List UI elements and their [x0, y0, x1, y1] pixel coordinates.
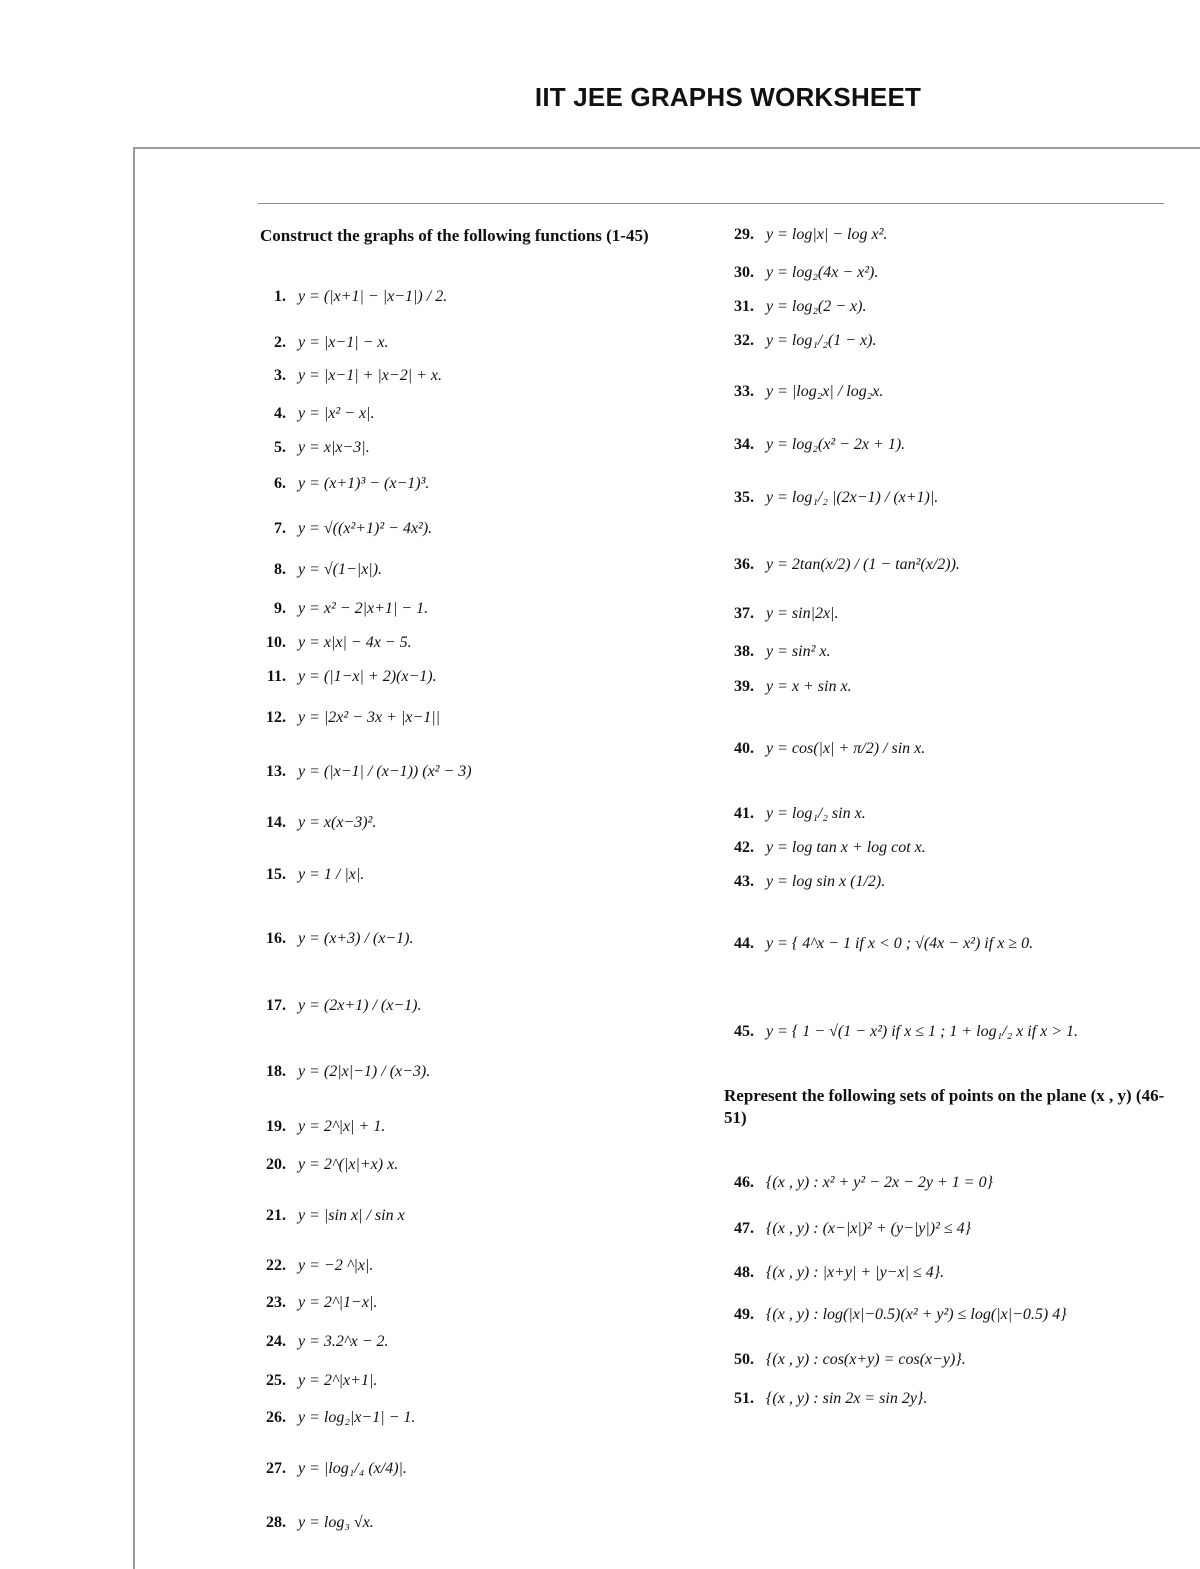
problem-number: 47. [734, 1220, 754, 1237]
problem-item [716, 556, 960, 574]
problem-expression: y = cos(|x| + π/2) / sin x. [766, 740, 926, 757]
problem-expression: y = √(1−|x|). [298, 561, 383, 578]
problem-expression: y = { 1 − √(1 − x²) if x ≤ 1 ; 1 + log₁/₂ x if x > 1. [766, 1023, 1079, 1040]
problem-number: 51. [734, 1390, 754, 1407]
problem-item [248, 866, 364, 884]
problem-item [248, 367, 442, 385]
problem-item [248, 1514, 374, 1532]
problem-number: 31. [734, 298, 754, 315]
problem-expression: y = |log₂x| / log₂x. [766, 383, 884, 400]
problem-expression: y = |x−1| + |x−2| + x. [298, 367, 442, 384]
problem-number: 1. [274, 288, 286, 305]
problem-expression: y = (x+3) / (x−1). [298, 930, 414, 947]
problem-number: 10. [266, 634, 286, 651]
problem-item [716, 436, 905, 454]
problem-item [716, 1220, 971, 1238]
problem-item [248, 1118, 385, 1136]
problem-number: 40. [734, 740, 754, 757]
problem-expression: y = 2^|x| + 1. [298, 1118, 386, 1135]
section-heading-sets: Represent the following sets of points on the plane (x , y) (46-51) [724, 1086, 1165, 1127]
problem-number: 5. [274, 439, 286, 456]
problem-expression: y = (x+1)³ − (x−1)³. [298, 475, 430, 492]
problem-number: 27. [266, 1460, 286, 1477]
problem-item [248, 439, 370, 457]
problem-expression: y = |2x² − 3x + |x−1|| [298, 709, 440, 726]
problem-number: 12. [266, 709, 286, 726]
problem-expression: y = 3.2^x − 2. [298, 1333, 389, 1350]
problem-expression: y = (|x−1| / (x−1)) (x² − 3) [298, 763, 472, 780]
problem-expression: y = { 4^x − 1 if x < 0 ; √(4x − x²) if x ≥ 0. [766, 935, 1034, 952]
problem-number: 7. [274, 520, 286, 537]
problem-item [716, 678, 852, 696]
problem-number: 28. [266, 1514, 286, 1531]
problem-number: 29. [734, 226, 754, 243]
problem-item [248, 1207, 405, 1225]
problem-number: 19. [266, 1118, 286, 1135]
problem-number: 30. [734, 264, 754, 281]
problem-item [248, 1294, 377, 1312]
problem-item [248, 475, 429, 493]
problem-item [716, 298, 866, 316]
problem-number: 38. [734, 643, 754, 660]
problem-item [248, 288, 447, 306]
problem-item [716, 332, 876, 350]
problem-item [716, 873, 885, 891]
problem-item [248, 561, 382, 579]
problem-expression: y = |log₁/₄ (x/4)|. [298, 1460, 407, 1477]
problem-expression: y = log₁/₂ |(2x−1) / (x+1)|. [766, 489, 939, 506]
problem-item [248, 709, 440, 727]
problem-number: 18. [266, 1063, 286, 1080]
problem-number: 43. [734, 873, 754, 890]
problem-expression: y = log sin x (1/2). [766, 873, 886, 890]
problem-expression: y = |sin x| / sin x [298, 1207, 405, 1224]
problem-expression: y = 2^|1−x|. [298, 1294, 378, 1311]
problem-expression: y = sin² x. [766, 643, 831, 660]
problem-expression: y = |x² − x|. [298, 405, 375, 422]
problem-item [716, 740, 925, 758]
problem-number: 21. [266, 1207, 286, 1224]
problem-item [716, 1351, 966, 1369]
problem-number: 8. [274, 561, 286, 578]
problem-item [716, 264, 878, 282]
problem-item [248, 405, 375, 423]
problem-item [716, 1264, 944, 1282]
problem-item [248, 763, 472, 781]
problem-number: 37. [734, 605, 754, 622]
problem-item [248, 1156, 398, 1174]
problem-expression: y = log₃ √x. [298, 1514, 374, 1531]
problem-number: 49. [734, 1306, 754, 1323]
problem-item [248, 1063, 430, 1081]
problem-number: 16. [266, 930, 286, 947]
problem-item [248, 1409, 415, 1427]
problem-item [716, 605, 838, 623]
page-title: IIT JEE GRAPHS WORKSHEET [534, 82, 922, 112]
problem-expression: y = |x−1| − x. [298, 334, 389, 351]
problem-number: 42. [734, 839, 754, 856]
problem-item [248, 600, 428, 618]
problem-item [716, 383, 883, 401]
problem-expression: y = x|x−3|. [298, 439, 370, 456]
problem-expression: {(x , y) : x² + y² − 2x − 2y + 1 = 0} [766, 1174, 993, 1191]
problem-number: 35. [734, 489, 754, 506]
problem-item [248, 1257, 373, 1275]
problem-expression: y = x(x−3)². [298, 814, 377, 831]
problem-item [716, 489, 938, 507]
problem-expression: y = 2^(|x|+x) x. [298, 1156, 399, 1173]
problem-item [248, 997, 421, 1015]
problem-item [248, 668, 437, 686]
problem-expression: y = log₁/₂(1 − x). [766, 332, 877, 349]
problem-expression: {(x , y) : (x−|x|)² + (y−|y|)² ≤ 4} [766, 1220, 972, 1237]
problem-item [716, 643, 830, 661]
problem-expression: y = (2x+1) / (x−1). [298, 997, 422, 1014]
problem-item [716, 1023, 1078, 1041]
problem-number: 6. [274, 475, 286, 492]
problem-expression: y = (|1−x| + 2)(x−1). [298, 668, 437, 685]
problem-number: 14. [266, 814, 286, 831]
problem-item [248, 1333, 389, 1351]
problem-number: 11. [266, 668, 286, 685]
problem-number: 20. [266, 1156, 286, 1173]
problem-expression: y = log₂|x−1| − 1. [298, 1409, 416, 1426]
problem-number: 48. [734, 1264, 754, 1281]
problem-number: 41. [734, 805, 754, 822]
worksheet-frame [133, 147, 1200, 1569]
problem-number: 15. [266, 866, 286, 883]
problem-number: 32. [734, 332, 754, 349]
problem-number: 24. [266, 1333, 286, 1350]
problem-expression: {(x , y) : |x+y| + |y−x| ≤ 4}. [766, 1264, 945, 1281]
problem-number: 13. [266, 763, 286, 780]
problem-number: 34. [734, 436, 754, 453]
problem-number: 36. [734, 556, 754, 573]
problem-expression: y = (2|x|−1) / (x−3). [298, 1063, 431, 1080]
header-rule [258, 203, 1164, 204]
problem-item [716, 839, 926, 857]
problem-expression: y = x + sin x. [766, 678, 852, 695]
problem-number: 17. [266, 997, 286, 1014]
problem-number: 46. [734, 1174, 754, 1191]
problem-item [248, 634, 412, 652]
problem-item [248, 1372, 377, 1390]
problem-expression: y = −2 ^|x|. [298, 1257, 374, 1274]
problem-number: 22. [266, 1257, 286, 1274]
problem-expression: y = log₂(4x − x²). [766, 264, 879, 281]
problem-item [716, 935, 1033, 953]
problem-number: 25. [266, 1372, 286, 1389]
problem-item [716, 226, 887, 244]
problem-expression: y = x|x| − 4x − 5. [298, 634, 412, 651]
problem-expression: y = 2^|x+1|. [298, 1372, 378, 1389]
problem-expression: y = x² − 2|x+1| − 1. [298, 600, 429, 617]
problem-number: 44. [734, 935, 754, 952]
section-heading-functions: Construct the graphs of the following functions (1-45) [260, 226, 649, 245]
problem-number: 39. [734, 678, 754, 695]
problem-number: 26. [266, 1409, 286, 1426]
problem-item [716, 805, 866, 823]
problem-expression: y = log₂(2 − x). [766, 298, 867, 315]
problem-item [248, 930, 413, 948]
problem-number: 23. [266, 1294, 286, 1311]
problem-expression: y = 2tan(x/2) / (1 − tan²(x/2)). [766, 556, 960, 573]
problem-number: 33. [734, 383, 754, 400]
problem-number: 4. [274, 405, 286, 422]
problem-number: 3. [274, 367, 286, 384]
problem-number: 45. [734, 1023, 754, 1040]
problem-expression: {(x , y) : cos(x+y) = cos(x−y)}. [766, 1351, 966, 1368]
problem-number: 2. [274, 334, 286, 351]
problem-expression: y = log|x| − log x². [766, 226, 888, 243]
problem-expression: y = 1 / |x|. [298, 866, 365, 883]
problem-expression: y = √((x²+1)² − 4x²). [298, 520, 433, 537]
problem-expression: y = sin|2x|. [766, 605, 839, 622]
problem-expression: y = (|x+1| − |x−1|) / 2. [298, 288, 448, 305]
problem-expression: {(x , y) : sin 2x = sin 2y}. [766, 1390, 928, 1407]
problem-item [248, 520, 432, 538]
problem-item [716, 1390, 927, 1408]
problem-expression: y = log₂(x² − 2x + 1). [766, 436, 906, 453]
problem-number: 50. [734, 1351, 754, 1368]
problem-item [248, 334, 389, 352]
problem-item [248, 814, 376, 832]
problem-item [716, 1174, 993, 1192]
problem-expression: y = log₁/₂ sin x. [766, 805, 866, 822]
problem-item [248, 1460, 407, 1478]
problem-item [716, 1306, 1067, 1324]
problem-number: 9. [274, 600, 286, 617]
problem-expression: y = log tan x + log cot x. [766, 839, 926, 856]
problem-expression: {(x , y) : log(|x|−0.5)(x² + y²) ≤ log(|x|−0.5) 4} [766, 1306, 1067, 1323]
